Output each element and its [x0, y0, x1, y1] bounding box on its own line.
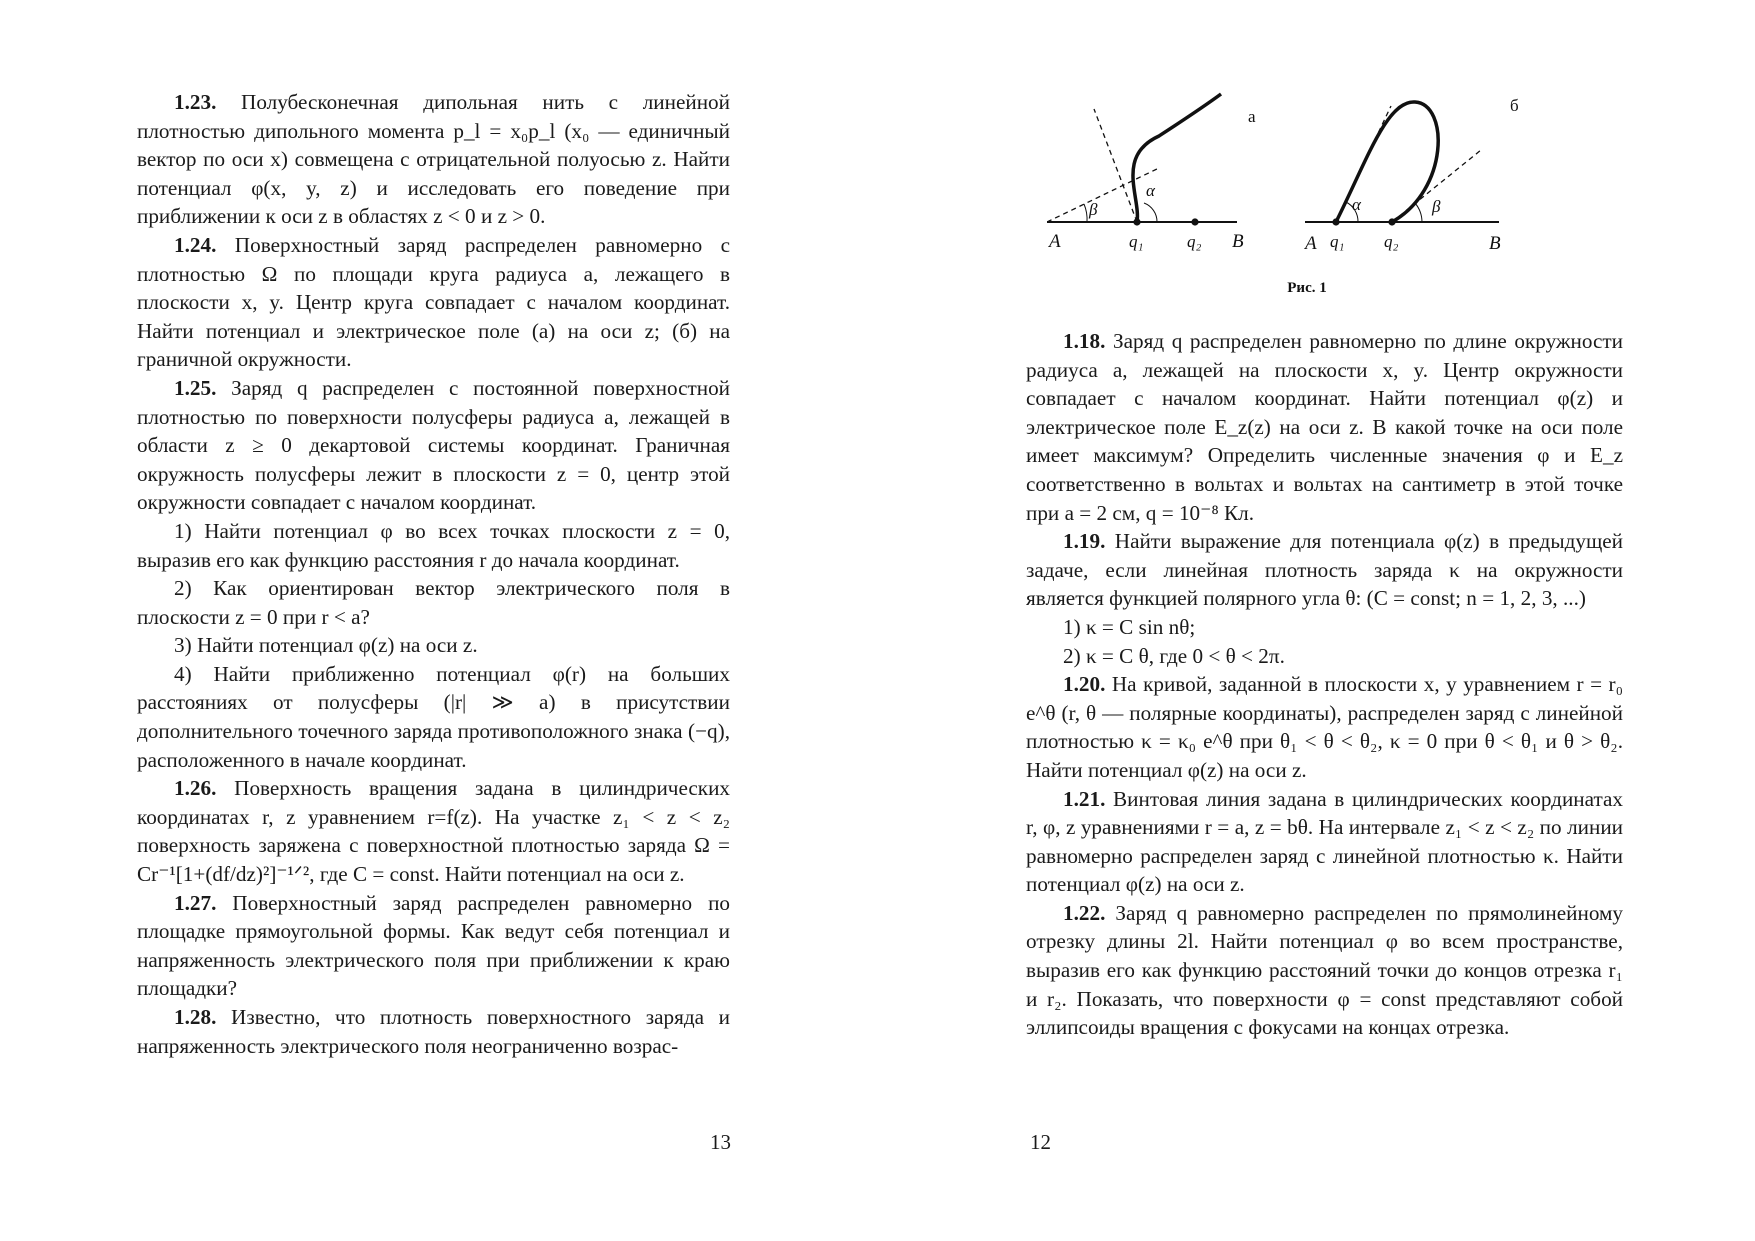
- charge-point-q1-a: [1133, 218, 1140, 225]
- problem-1-19: 1.19. Найти выражение для потенциала φ(z) в предыдущей задаче, если линейная плотность заряда κ на окружности является функцией полярного угла θ: (C = const; n = 1, 2, 3, ...): [1026, 529, 1624, 611]
- problem-1-24: 1.24. Поверхностный заряд распределен равномерно с плотностью Ω по площади круга радиуса a, лежащего в плоскости x, y. Центр круга совпадает с началом координат. Найти потенциал и электрическое поле (а) на оси z; (б) на граничной окружности.: [137, 232, 730, 372]
- right-text-column: [1026, 327, 1623, 1042]
- left-page: [0, 0, 877, 1241]
- label-alpha-a: α: [1146, 181, 1155, 200]
- label-alpha-b: α: [1352, 195, 1361, 214]
- label-q1-a: q₁: [1129, 232, 1144, 251]
- problem-1-20: 1.20. На кривой, заданной в плоскости x, y уравнением r = r₀ e^θ (r, θ — полярные координаты), распределен заряд с линейной плотностью κ = κ₀ e^θ при θ₁ < θ < θ₂, κ = 0 при θ < θ₁ и θ > θ₂. Найти потенциал φ(z) на оси z.: [1026, 672, 1623, 782]
- problem-1-27: 1.27. Поверхностный заряд распределен равномерно по площадке прямоугольной формы. Как ведут себя потенциал и напряженность электрического поля при приближении к краю площадки?: [137, 890, 731, 1001]
- charge-point-q1-b: [1332, 218, 1339, 225]
- left-text-column: [137, 88, 730, 1060]
- problem-1-22: 1.22. Заряд q равномерно распределен по прямолинейному отрезку длины 2l. Найти потенциал φ во всем пространстве, выразив его как функцию расстояний точки до концов отрезка r₁ и r₂. Показать, что поверхности φ = const представляют собой эллипсоиды вращения с фокусами на концах отрезка.: [1026, 900, 1624, 1040]
- panel-tag-a: а: [1248, 107, 1256, 126]
- problem-1-25-item-2: 2) Как ориентирован вектор электрического поля в плоскости z = 0 при r < a?: [137, 576, 730, 629]
- label-B-a: B: [1232, 231, 1244, 252]
- problem-1-25-item-1: 1) Найти потенциал φ во всех точках плоскости z = 0, выразив его как функцию расстояния r до начала координат.: [137, 518, 730, 572]
- page-number-left: 13: [710, 1130, 731, 1154]
- page-number-right: 12: [1030, 1130, 1051, 1154]
- label-A-b: A: [1305, 233, 1317, 254]
- problem-1-25: 1.25. Заряд q распределен с постоянной поверхностной плотностью по поверхности полусферы радиуса a, лежащей в области z ≥ 0 декартовой системы координат. Граничная окружность полусферы лежит в плоскости z = 0, центр этой окружности совпадает с началом координат.: [137, 375, 731, 515]
- problem-1-23: 1.23. Полубесконечная дипольная нить с линейной плотностью дипольного момента p_l = x₀p_l (x₀ — единичный вектор по оси x) совмещена с отрицательной полуосью z. Найти потенциал φ(x, y, z) и исследовать его поведение при приближении к оси z в областях z < 0 и z > 0.: [137, 90, 730, 229]
- label-A-a: A: [1049, 231, 1061, 252]
- figure-caption: Рис. 1: [1287, 280, 1327, 296]
- problem-1-19-item-1: 1) κ = C sin nθ;: [1063, 614, 1196, 639]
- problem-1-28: 1.28. Известно, что плотность поверхностного заряда и напряженность электрического поля неограниченно возрас-: [137, 1005, 730, 1058]
- tangent-alpha-a: [1094, 109, 1137, 222]
- problem-1-19-item-2: 2) κ = C θ, где 0 < θ < 2π.: [1063, 643, 1285, 668]
- figure-panel-a: [1047, 94, 1256, 252]
- angle-arc-alpha-a: [1144, 203, 1157, 222]
- label-q1-b: q₁: [1330, 232, 1345, 251]
- angle-arc-beta-a: [1084, 204, 1087, 222]
- panel-tag-b: б: [1510, 96, 1519, 115]
- label-q2-b: q₂: [1384, 232, 1399, 251]
- charge-point-q2-a: [1191, 218, 1198, 225]
- right-page: [877, 0, 1755, 1241]
- figure-panel-b: [1303, 96, 1519, 254]
- label-beta-a: β: [1089, 200, 1098, 219]
- label-q2-a: q₂: [1187, 232, 1202, 251]
- figure-1: [1047, 86, 1567, 306]
- tangent-beta-a: [1047, 168, 1159, 222]
- problem-1-26: 1.26. Поверхность вращения задана в цилиндрических координатах r, z уравнением r=f(z). На участке z₁ < z < z₂ поверхность заряжена с поверхностной плотностью заряда Ω = Cr⁻¹[1+(df/dz)²]⁻¹ᐟ², где C = const. Найти потенциал на оси z.: [137, 776, 731, 887]
- label-beta-b: β: [1432, 197, 1441, 216]
- angle-arc-beta-b: [1415, 203, 1422, 222]
- problem-1-25-item-4: 4) Найти приближенно потенциал φ(r) на больших расстояниях от полусферы (|r| ≫ a) в присутствии дополнительного точечного заряда противоположного знака (−q), расположенного в начале координат.: [137, 661, 730, 772]
- figure-1-diagram: [1047, 86, 1567, 306]
- label-B-b: B: [1489, 233, 1501, 254]
- problem-1-18: 1.18. Заряд q распределен равномерно по длине окружности радиуса a, лежащей на плоскости x, y. Центр окружности совпадает с началом координат. Найти потенциал φ(z) и электрическое поле E_z(z) на оси z. В какой точке на оси поле имеет максимум? Определить численные значения φ и E_z соответственно в вольтах и вольтах на сантиметр в этой точке при a = 2 см, q = 10⁻⁸ Кл.: [1026, 329, 1624, 525]
- curve-a: [1133, 94, 1221, 222]
- problem-1-25-item-3: 3) Найти потенциал φ(z) на оси z.: [174, 633, 478, 658]
- charge-point-q2-b: [1388, 218, 1395, 225]
- problem-1-21: 1.21. Винтовая линия задана в цилиндрических координатах r, φ, z уравнениями r = a, z = bθ. На интервале z₁ < z < z₂ по линии равномерно распределен заряд с линейной плотностью κ. Найти потенциал φ(z) на оси z.: [1026, 786, 1623, 897]
